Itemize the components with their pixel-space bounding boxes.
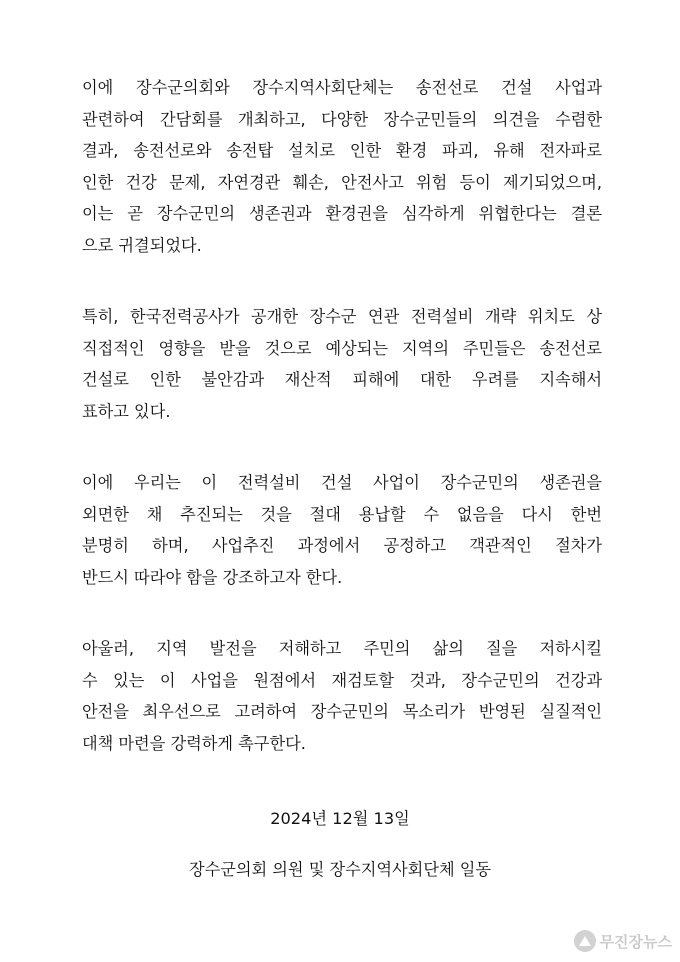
paragraph-line: 특히, 한국전력공사가 공개한 장수군 연관 전력설비 개략 위치도 상	[82, 307, 602, 326]
mountain-logo-icon	[574, 930, 596, 952]
watermark	[574, 930, 672, 952]
statement-body	[82, 72, 602, 799]
paragraph-line: 이에 우리는 이 전력설비 건설 사업이 장수군민의 생존권을	[82, 473, 602, 492]
paragraph-line: 대책 마련을 강력하게 촉구한다.	[82, 733, 306, 753]
paragraph-line: 인한 건강 문제, 자연경관 훼손, 안전사고 위험 등이 제기되었으며,	[82, 172, 602, 192]
paragraph-line: 외면한 채 추진되는 것을 절대 용납할 수 없음을 다시 한번	[82, 504, 602, 524]
paragraph-line: 건설로 인한 불안감과 재산적 피해에 대한 우려를 지속해서	[82, 370, 602, 389]
paragraph-line: 반드시 따라야 함을 강조하고자 한다.	[82, 567, 343, 587]
paragraph-2	[82, 301, 602, 427]
paragraph-line: 이는 곧 장수군민의 생존권과 환경권을 심각하게 위협한다는 결론	[82, 204, 602, 223]
watermark-text: 무진장뉴스	[599, 932, 672, 951]
paragraph-4	[82, 633, 602, 759]
paragraph-line: 안전을 최우선으로 고려하여 장수군민의 목소리가 반영된 실질적인	[82, 702, 602, 721]
paragraph-line: 직접적인 영향을 받을 것으로 예상되는 지역의 주민들은 송전선로	[82, 338, 602, 358]
paragraph-line: 이에 장수군의회와 장수지역사회단체는 송전선로 건설 사업과	[82, 78, 602, 97]
statement-date: 2024년 12월 13일	[270, 809, 410, 828]
paragraph-line: 으로 귀결되었다.	[82, 235, 202, 255]
paragraph-line: 수 있는 이 사업을 원점에서 재검토할 것과, 장수군민의 건강과	[82, 670, 602, 690]
paragraph-3	[82, 467, 602, 593]
paragraph-line: 표하고 있다.	[82, 401, 171, 421]
paragraph-line: 분명히 하며, 사업추진 과정에서 공정하고 객관적인 절차가	[82, 536, 602, 555]
statement-signer: 장수군의회 의원 및 장수지역사회단체 일동	[188, 860, 492, 879]
paragraph-line: 관련하여 간담회를 개최하고, 다양한 장수군민들의 의견을 수렴한	[82, 109, 602, 129]
paragraph-1	[82, 72, 602, 261]
paragraph-line: 아울러, 지역 발전을 저해하고 주민의 삶의 질을 저하시킬	[82, 639, 602, 658]
paragraph-line: 결과, 송전선로와 송전탑 설치로 인한 환경 파괴, 유해 전자파로	[82, 141, 602, 160]
